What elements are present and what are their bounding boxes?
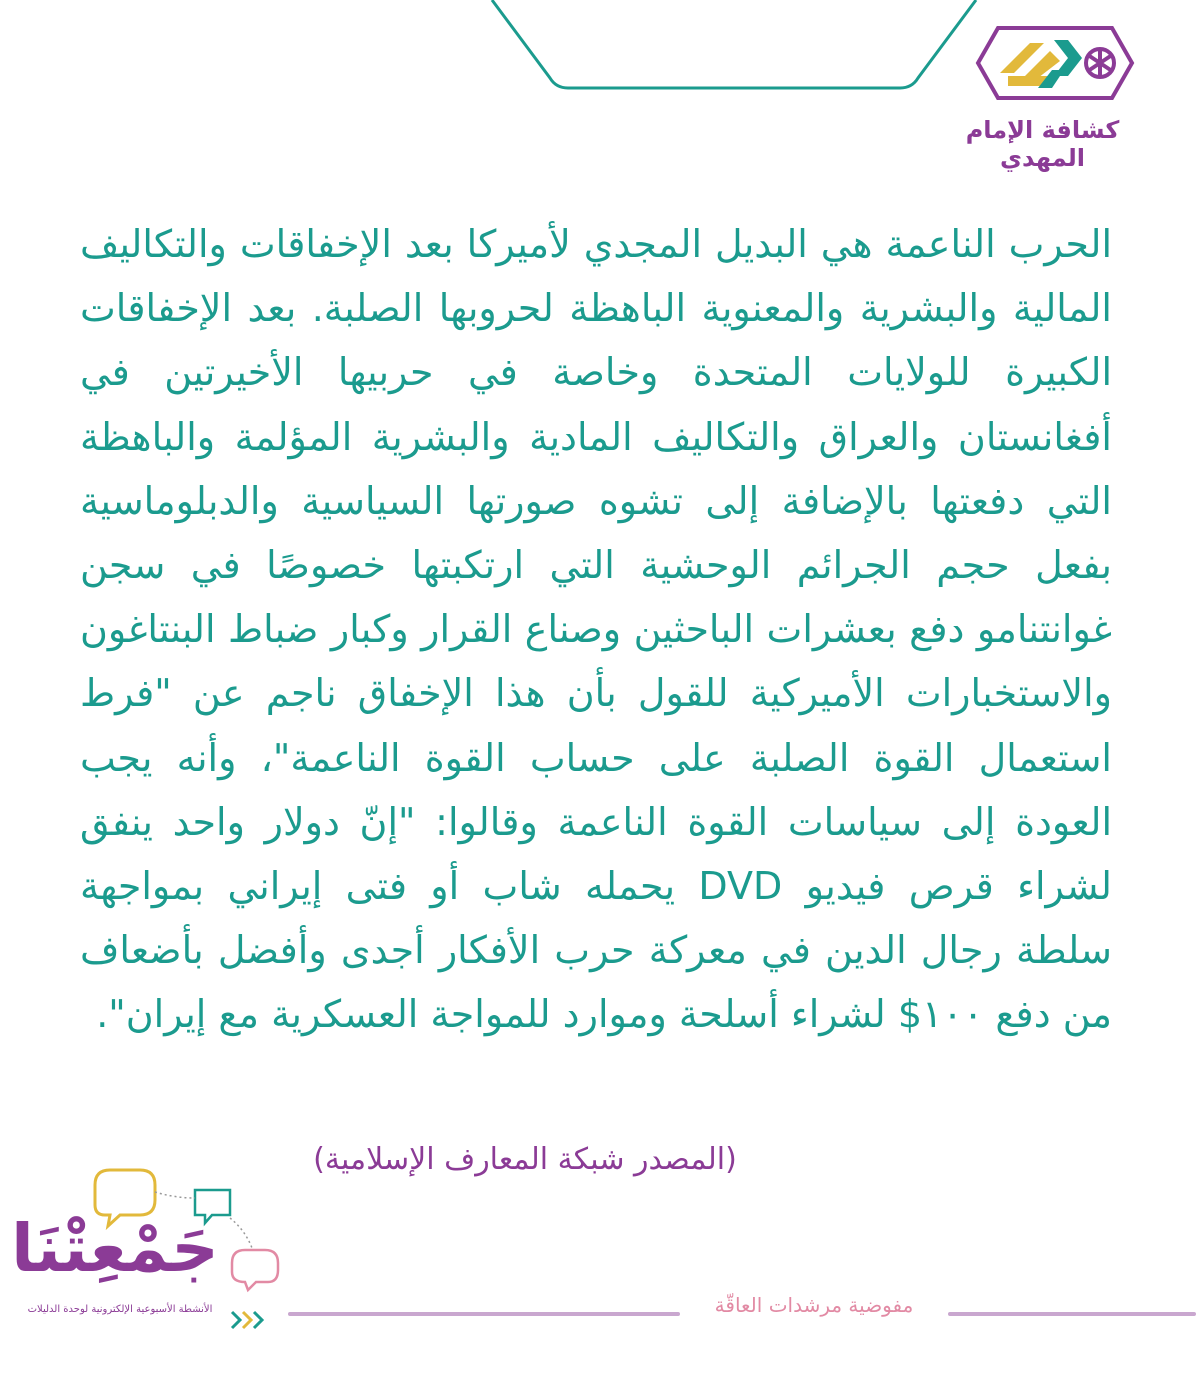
article-body: [80, 212, 1112, 1047]
footer-divider-left: [288, 1312, 680, 1316]
brand-wordmark: جَمْعِتْنَا: [11, 1210, 219, 1287]
logo-caption: كشافة الإمام المهدي: [965, 116, 1120, 172]
article-paragraph: الحرب الناعمة هي البديل المجدي لأميركا بعد الإخفاقات والتكاليف المالية والبشرية والمعنوية الباهظة لحروبها الصلبة. بعد الإخفاقات الكبيرة للولايات المتحدة وخاصة في حربيها الأخيرتين في أفغانستان والعراق والتكاليف المادية والبشرية المؤلمة والباهظة التي دفعتها بالإضافة إلى تشوه صورتها السياسية والدبلوماسية بفعل حجم الجرائم الوحشية التي ارتكبتها خصوصًا في سجن غوانتنامو دفع بعشرات الباحثين وصناع القرار وكبار ضباط البنتاغون والاستخبارات الأميركية للقول بأن هذا الإخفاق ناجم عن "فرط استعمال القوة الصلبة على حساب القوة الناعمة"، وأنه يجب العودة إلى سياسات القوة الناعمة وقالوا: "إنّ دولار واحد ينفق لشراء قرص فيديو DVD يحمله شاب أو فتى إيراني بمواجهة سلطة رجال الدين في معركة حرب الأفكار أجدى وأفضل بأضعاف من دفع ١٠٠$ لشراء أسلحة وموارد للمواجة العسكرية مع إيران".: [80, 222, 1112, 1037]
footer-org-text: مفوضية مرشدات العاقّة: [714, 1293, 914, 1317]
brand-subtitle: الأنشطة الأسبوعية الإلكترونية لوحدة الدليلات: [27, 1304, 213, 1315]
source-citation: (المصدر شبكة المعارف الإسلامية): [313, 1142, 737, 1177]
footer-divider-right: [948, 1312, 1196, 1316]
